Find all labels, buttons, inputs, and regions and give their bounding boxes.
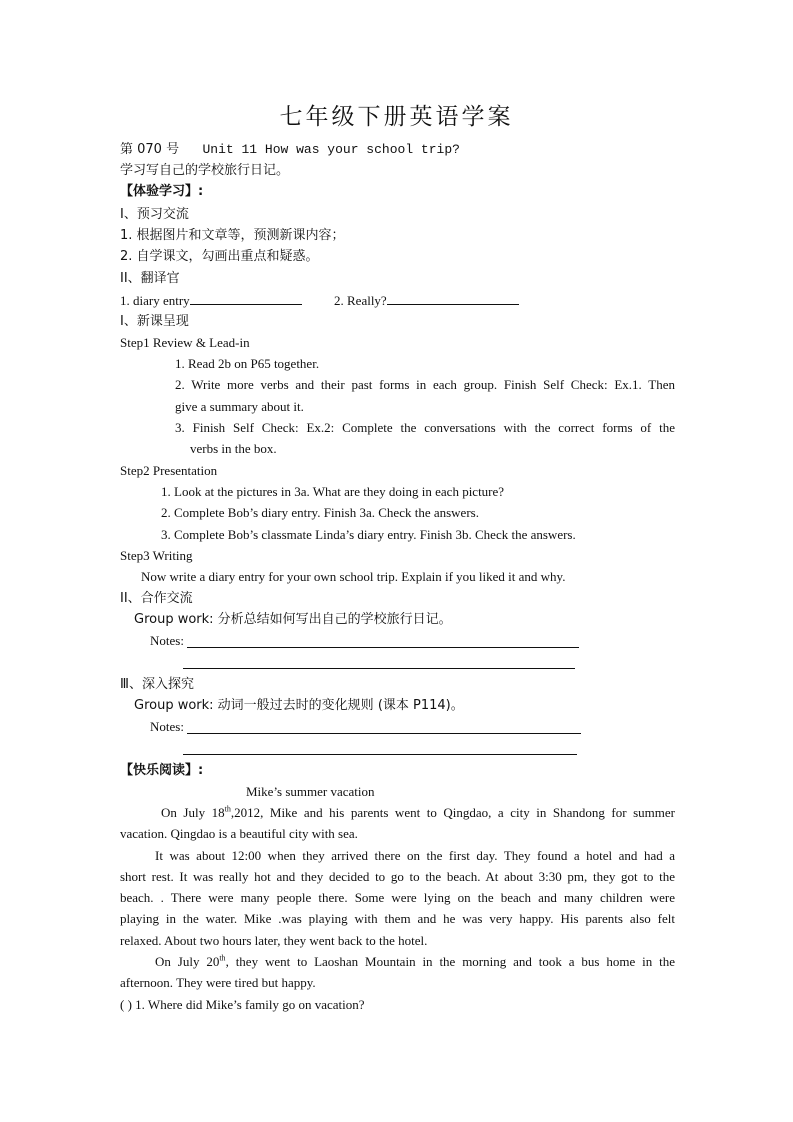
step1-item: 3. Finish Self Check: Ex.2: Complete the conversations with the correct forms of the: [175, 420, 675, 435]
reading-paragraph-2-line: short rest. It was really hot and they decided to go to the beach. At about 3:30 pm, they got to the: [120, 869, 675, 884]
preview-item: 1. 根据图片和文章等，预测新课内容；: [120, 228, 345, 243]
reading-paragraph-2-line: relaxed. About two hours later, they went back to the hotel.: [120, 933, 428, 948]
notes-line[interactable]: [187, 733, 581, 734]
notes-line[interactable]: [183, 754, 577, 755]
translate-item-2: [334, 291, 519, 310]
page-title: 七年级下册英语学案: [279, 104, 514, 129]
lesson-header: [120, 141, 460, 159]
reading-text: ,2012, Mike and his parents went to Qingdao, a city in Shandong for summer: [230, 805, 675, 820]
step2-item: 1. Look at the pictures in 3a. What are they doing in each picture?: [161, 484, 505, 499]
notes-label: Notes:: [150, 719, 184, 734]
cooperate-task: Group work: 分析总结如何写出自己的学校旅行日记。: [134, 612, 452, 627]
reading-text: , they went to Laoshan Mountain in the morning and took a bus home in the: [225, 954, 675, 969]
ordinal-suffix: th: [224, 804, 231, 814]
step1-item: 1. Read 2b on P65 together.: [175, 356, 320, 371]
step2-heading: Step2 Presentation: [120, 463, 218, 478]
section-experience-heading: 【体验学习】:: [120, 184, 204, 199]
reading-paragraph-2-line: beach. . There were many people there. Some were lying on the beach and many children were: [120, 890, 675, 905]
step1-item-cont: verbs in the box.: [190, 441, 277, 456]
reading-title: Mike’s summer vacation: [246, 784, 375, 799]
section-preview-heading: I、预习交流: [120, 207, 189, 222]
translate-item-label: 1. diary entry: [120, 293, 190, 308]
question-1: ( ) 1. Where did Mike’s family go on vacation?: [120, 997, 365, 1012]
answer-blank[interactable]: [387, 291, 519, 305]
reading-paragraph-1-line: [161, 804, 675, 822]
step1-item-cont: give a summary about it.: [175, 399, 304, 414]
reading-text: On July 20: [155, 954, 220, 969]
step2-item: 3. Complete Bob’s classmate Linda’s diary entry. Finish 3b. Check the answers.: [161, 527, 576, 542]
answer-blank[interactable]: [190, 291, 302, 305]
lesson-objective: 学习写自己的学校旅行日记。: [120, 163, 290, 178]
notes-line[interactable]: [183, 668, 575, 669]
section-explore-heading: Ⅲ、深入探究: [120, 677, 194, 692]
lesson-number: 第 070 号: [120, 142, 180, 157]
preview-item: 2. 自学课文，勾画出重点和疑惑。: [120, 249, 319, 264]
step1-item: 2. Write more verbs and their past forms in each group. Finish Self Check: Ex.1. Then: [175, 377, 675, 392]
step1-heading: Step1 Review & Lead-in: [120, 335, 250, 350]
reading-paragraph-3-line: afternoon. They were tired but happy.: [120, 975, 316, 990]
translate-item-label: 2. Really?: [334, 293, 387, 308]
explore-task: Group work: 动词一般过去时的变化规则 (课本 P114)。: [134, 698, 464, 713]
section-translate-heading: II、翻译官: [120, 271, 180, 286]
unit-title: Unit 11 How was your school trip?: [202, 142, 460, 157]
step3-heading: Step3 Writing: [120, 548, 193, 563]
notes-label: Notes:: [150, 633, 184, 648]
section-cooperate-heading: II、合作交流: [120, 591, 193, 606]
section-new-lesson-heading: I、新课呈现: [120, 314, 189, 329]
translate-item-1: [120, 291, 302, 310]
ordinal-suffix: th: [219, 953, 226, 963]
reading-paragraph-2-line: It was about 12:00 when they arrived there on the first day. They found a hotel and had a: [155, 848, 675, 863]
step3-text: Now write a diary entry for your own school trip. Explain if you liked it and why.: [141, 569, 566, 584]
step2-item: 2. Complete Bob’s diary entry. Finish 3a. Check the answers.: [161, 505, 479, 520]
section-reading-heading: 【快乐阅读】:: [120, 763, 204, 778]
reading-paragraph-1-line: vacation. Qingdao is a beautiful city with sea.: [120, 826, 358, 841]
reading-paragraph-2-line: playing in the water. Mike .was playing with them and he was very happy. His parents also felt: [120, 911, 675, 926]
notes-line[interactable]: [187, 647, 579, 648]
reading-paragraph-3-line: [155, 953, 675, 971]
reading-text: On July 18: [161, 805, 225, 820]
